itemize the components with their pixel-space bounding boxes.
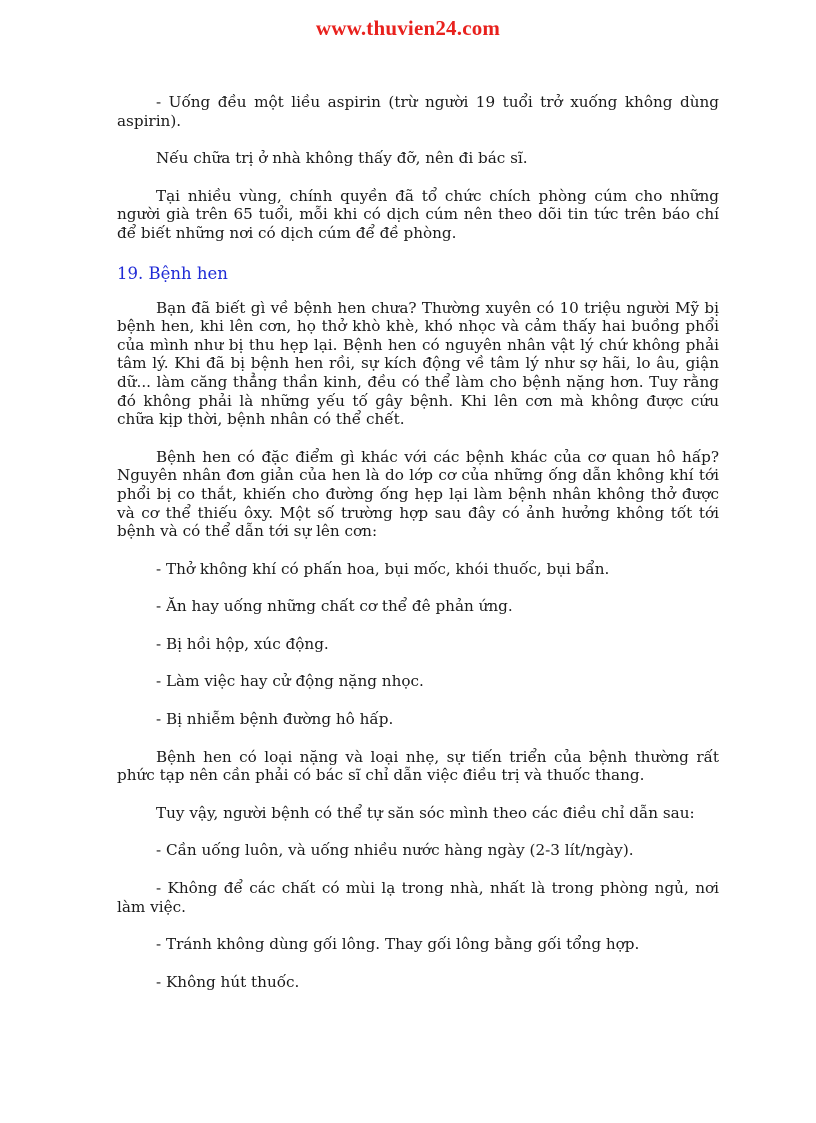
list-item: - Ăn hay uống những chất cơ thể đê phản ứng. (156, 597, 513, 616)
site-url-header: www.thuvien24.com (315, 16, 501, 40)
list-item: - Bị hồi hộp, xúc động. (156, 634, 329, 653)
document-body (117, 93, 719, 1010)
list-item: - Không để các chất có mùi lạ trong nhà, nhất là trong phòng ngủ, nơi làm việc. (117, 879, 719, 916)
paragraph: Tuy vậy, người bệnh có thể tự săn sóc mình theo các điều chỉ dẫn sau: (156, 803, 695, 822)
list-item: - Bị nhiễm bệnh đường hô hấp. (156, 710, 394, 729)
paragraph: Bệnh hen có loại nặng và loại nhẹ, sự tiến triển của bệnh thường rất phức tạp nên cần phải có bác sĩ chỉ dẫn việc điều trị và thuốc thang. (117, 747, 719, 785)
section-heading: 19. Bệnh hen (117, 263, 228, 283)
list-item: - Không hút thuốc. (156, 972, 300, 991)
paragraph: Bệnh hen có đặc điểm gì khác với các bệnh khác của cơ quan hô hấp? Nguyên nhân đơn giản của hen là do lớp cơ của những ống dẫn không khí tới phổi bị co thắt, khiến cho đường ống hẹp lại làm bệnh nhân không thở được và cơ thể thiếu ôxy. Một số trường hợp sau đây có ảnh hưởng không tốt tới bệnh và có thể dẫn tới sự lên cơn: (117, 447, 719, 541)
list-item: - Tránh không dùng gối lông. Thay gối lông bằng gối tổng hợp. (156, 935, 640, 954)
list-item: - Làm việc hay cử động nặng nhọc. (156, 672, 424, 691)
paragraph: Tại nhiều vùng, chính quyền đã tổ chức chích phòng cúm cho những người già trên 65 tuổi, mỗi khi có dịch cúm nên theo dõi tin tức trên báo chí để biết những nơi có dịch cúm để đề phòng. (117, 186, 719, 242)
list-item: - Cần uống luôn, và uống nhiều nước hàng ngày (2-3 lít/ngày). (156, 841, 634, 860)
paragraph: Bạn đã biết gì về bệnh hen chưa? Thường xuyên có 10 triệu người Mỹ bị bệnh hen, khi lên cơn, họ thở khò khè, khó nhọc và cảm thấy hai buồng phổi của mình như bị thu hẹp lại. Bệnh hen có nguyên nhân vật lý chứ không phải tâm lý. Khi đã bị bệnh hen rồi, sự kích động về tâm lý như sợ hãi, lo âu, giận dữ... làm căng thẳng thần kinh, đều có thể làm cho bệnh nặng hơn. Tuy rằng đó không phải là những yếu tố gây bệnh. Khi lên cơn mà không được cứu chữa kịp thời, bệnh nhân có thể chết. (117, 298, 719, 429)
list-item: - Thở không khí có phấn hoa, bụi mốc, khói thuốc, bụi bẩn. (156, 559, 610, 578)
paragraph: - Uống đều một liều aspirin (trừ người 19 tuổi trở xuống không dùng aspirin). (117, 93, 719, 130)
paragraph: Nếu chữa trị ở nhà không thấy đỡ, nên đi bác sĩ. (156, 149, 528, 168)
